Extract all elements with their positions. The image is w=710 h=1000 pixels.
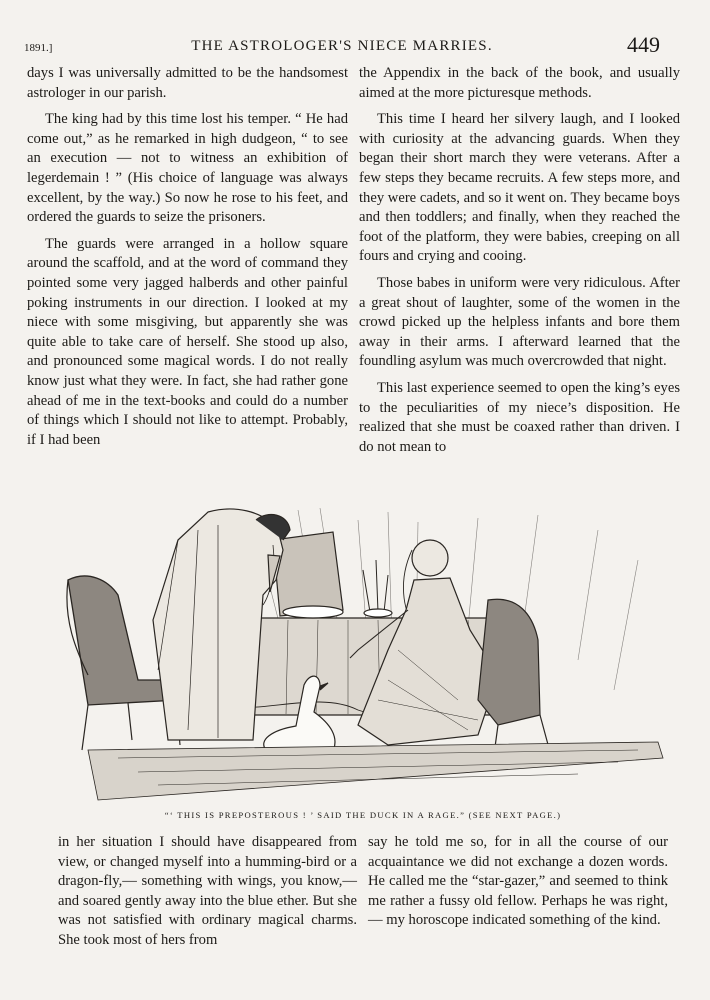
text-column-top-right [359,64,680,457]
header-year: 1891.] [24,42,53,54]
paragraph: The guards were arranged in a hollow square around the scaffold, and at the word of command they pointed some very jagged halberds and other painful poking instruments in our direction. I looked at my niece with some misgiving, but apparently she was quite able to take care of herself. She stood up also, and pronounced some magical words. I do not really know just what they were. In fact, she had rather gone ahead of me in the text-books and could do a number of things which I should not like to attempt. Probably, if I had been [27,235,348,448]
engraving-illustration [58,500,668,805]
paragraph: This time I heard her silvery laugh, and I looked with curiosity at the advancing guards. When they began their short march they were veterans. After a few steps they became recruits. A few steps more, and they were cadets, and so it went on. They became boys and then toddlers; and finally, when they reached the foot of the platform, they were babies, creeping on all fours and crying and cooing. [359,111,680,265]
armchair-right [478,599,550,762]
paragraph: days I was universally admitted to be the handsomest astrologer in our parish. [27,65,348,101]
paragraph: the Appendix in the back of the book, and usually aimed at the more picturesque methods. [359,65,680,101]
paragraph: in her situation I should have disappeared from view, or changed myself into a humming-bird or a dragon-fly,— something with wings, you know,— and soared gently away into the blue ether. But she was not satisfied with ordinary magical charms. She took most of hers from [58,834,357,948]
floor-rug [88,742,663,800]
text-column-bottom-right [368,833,668,931]
running-head [24,32,660,58]
paragraph: This last experience seemed to open the king’s eyes to the peculiarities of my niece’s disposition. He realized that she must be coaxed rather than driven. I do not mean to [359,379,680,455]
text-column-bottom-left [58,833,357,951]
paragraph: say he told me so, for in all the course of our acquaintance we did not exchange a dozen words. He called me the “star-gazer,” and seemed to think me rather a fussy old fellow. Perhaps he was right,— my horoscope indicated something of the kind. [368,834,668,929]
paragraph: Those babes in uniform were very ridiculous. After a great shout of laughter, some of the women in the crowd picked up the helpless infants and bore them away in their arms. I afterward learned that the foundling asylum was much overcrowded that night. [359,274,680,370]
paragraph: The king had by this time lost his temper. “ He had come out,” as he remarked in high dudgeon, “ to see an execution — not to witness an exhibition of legerdemain ! ” (His choice of language was always excellent, by the way.) So now he rose to his feet, and ordered the guards to seize the prisoners. [27,111,348,226]
header-title: THE ASTROLOGER'S NIECE MARRIES. [191,38,493,54]
text-column-top-left [27,64,348,450]
page-number: 449 [627,32,660,57]
illustration-caption: “‘ THIS IS PREPOSTEROUS ! ’ SAID THE DUCK IN A RAGE.” (SEE NEXT PAGE.) [164,810,562,820]
